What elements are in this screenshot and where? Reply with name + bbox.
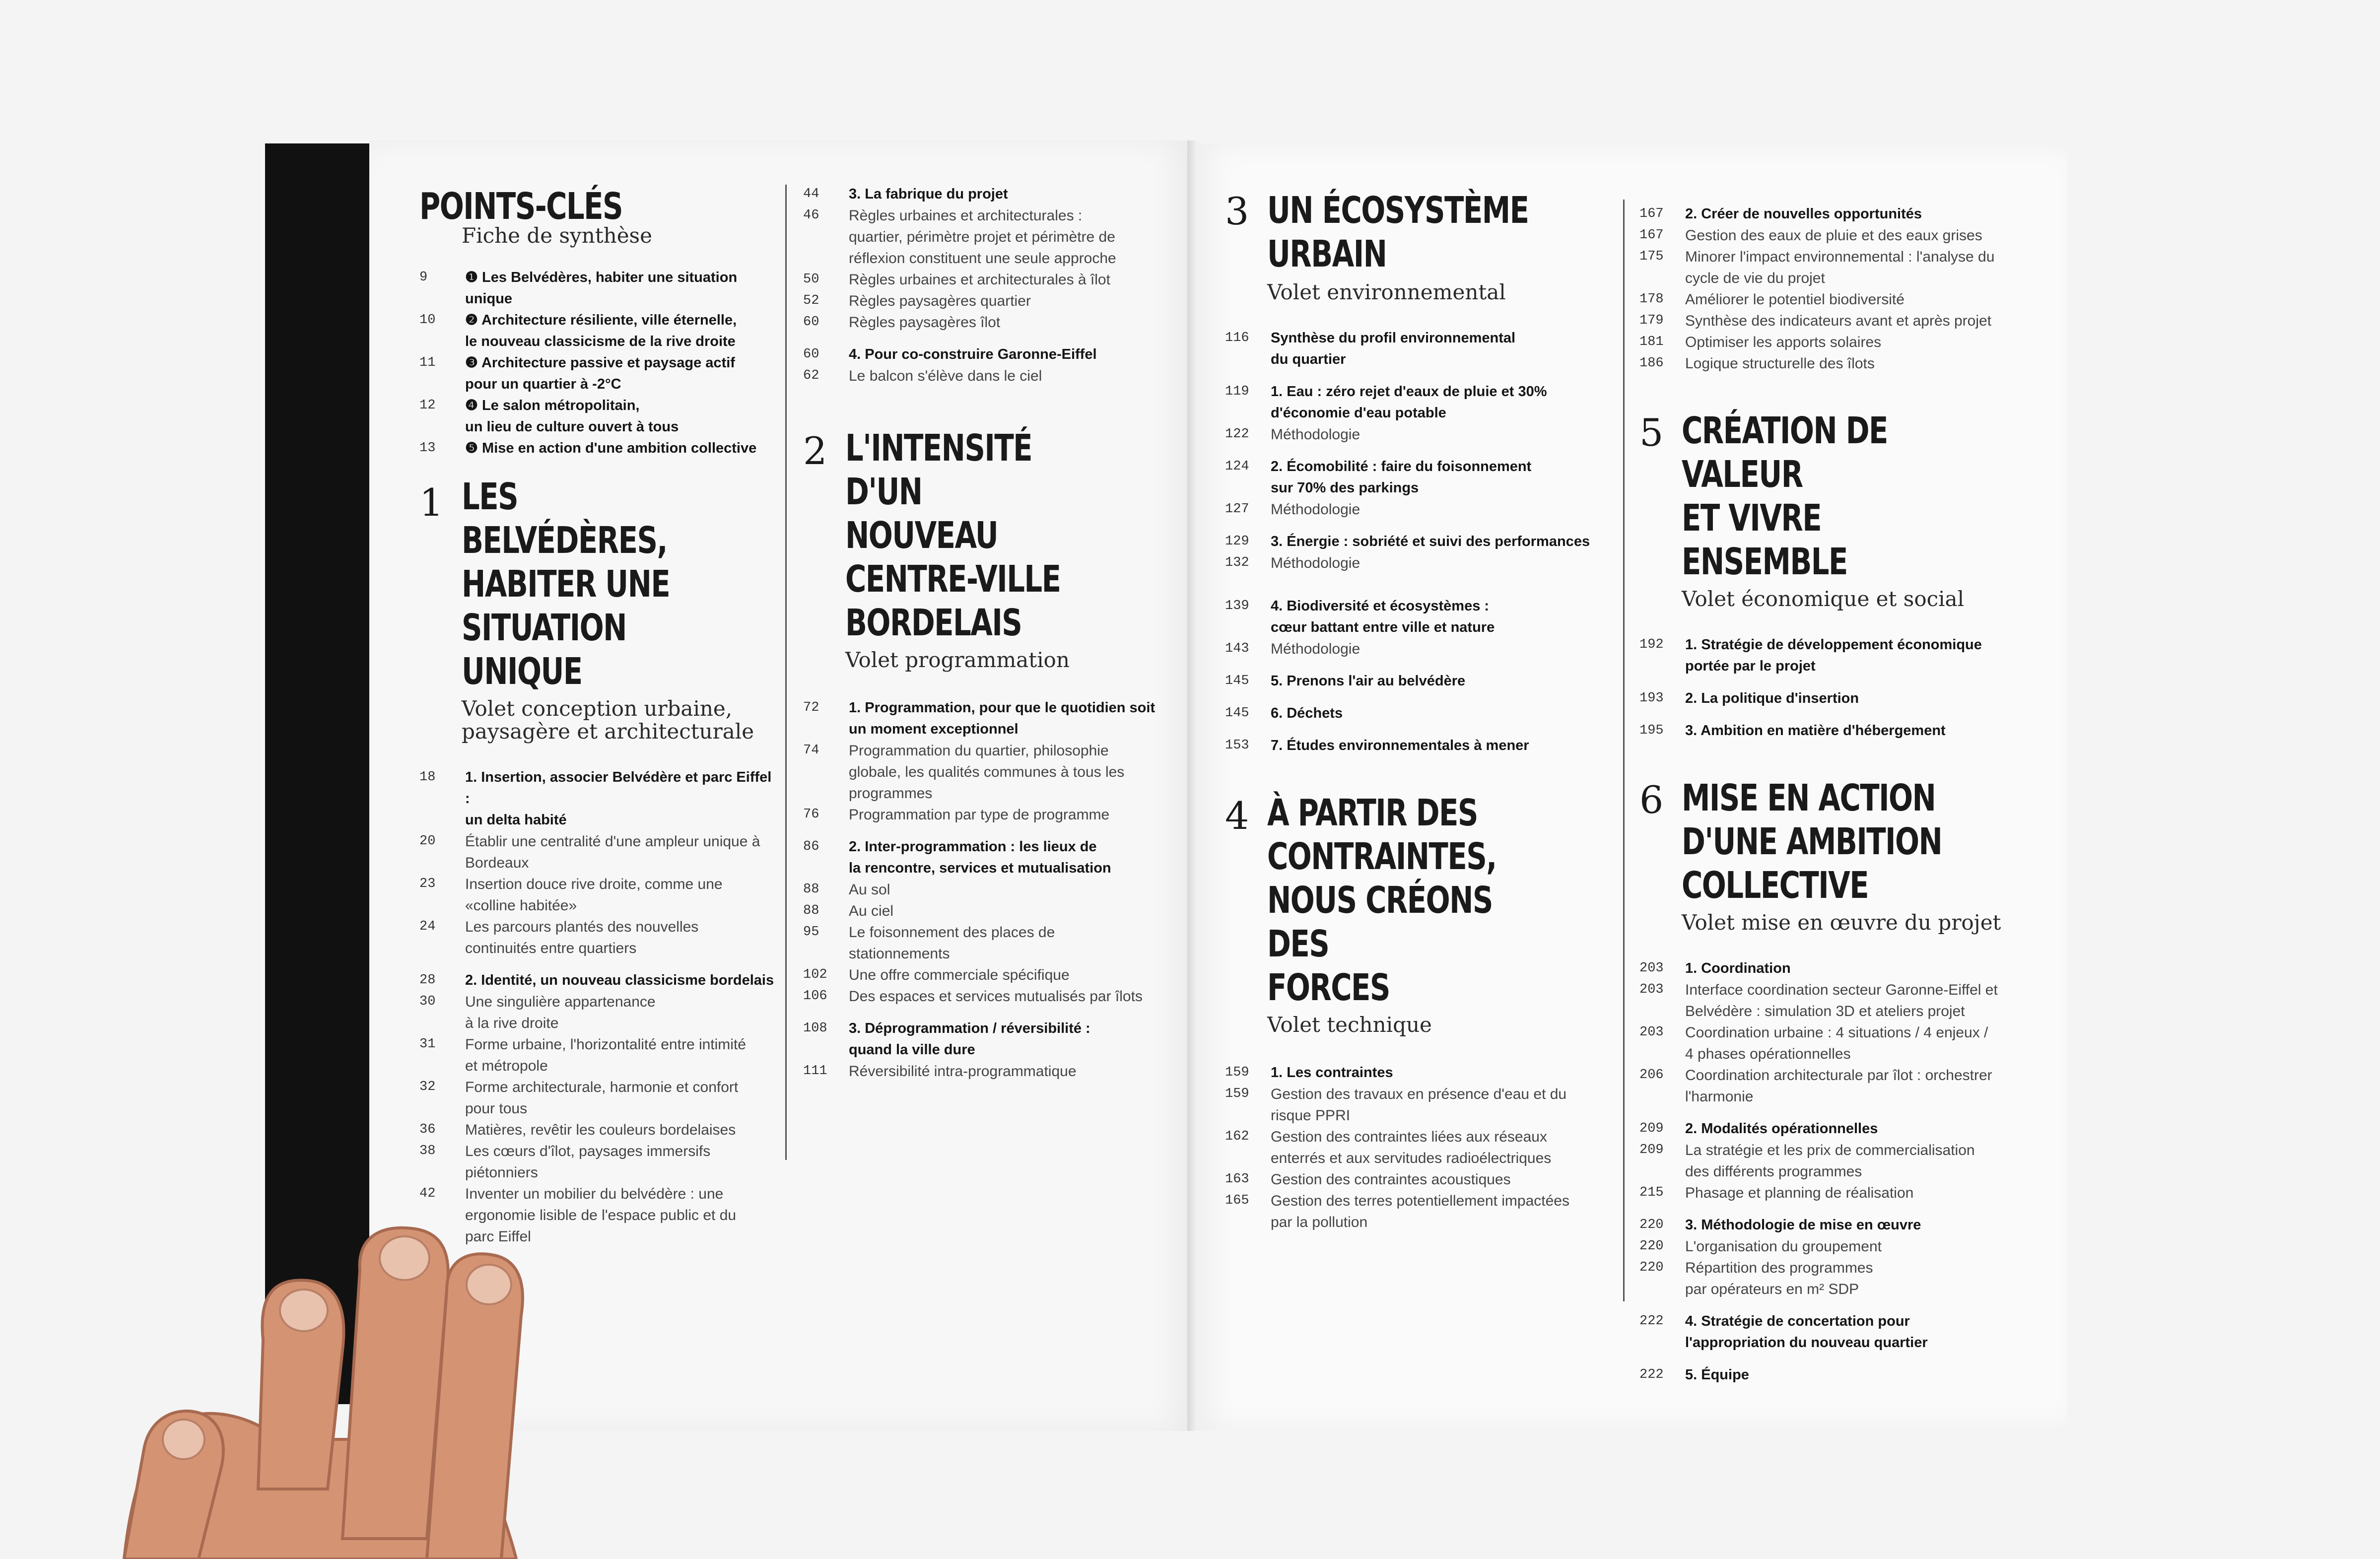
entry-title: 2. La politique d'insertion bbox=[1685, 690, 1859, 706]
section-number: 5 bbox=[1639, 410, 1664, 455]
toc-entry bbox=[1225, 703, 1612, 724]
toc-entries bbox=[1639, 958, 2037, 1386]
entry-spacer bbox=[1225, 692, 1612, 703]
entry-spacer bbox=[1225, 445, 1612, 456]
toc-entry bbox=[1225, 1062, 1612, 1084]
page-number: 46 bbox=[803, 208, 819, 223]
entry-spacer bbox=[1639, 1300, 2037, 1311]
page-number: 220 bbox=[1639, 1218, 1664, 1232]
page-number: 119 bbox=[1225, 384, 1249, 399]
entry-title: 3. Énergie : sobriété et suivi des performances bbox=[1271, 534, 1590, 549]
entry-title: Gestion des travaux en présence d'eau et du risque PPRI bbox=[1271, 1086, 1567, 1124]
entry-title: Synthèse des indicateurs avant et après projet bbox=[1685, 313, 1992, 329]
toc-entry bbox=[1639, 1182, 2037, 1204]
entry-title: ❸ Architecture passive et paysage actif pour un quartier à -2°C bbox=[465, 355, 735, 392]
page-number: 159 bbox=[1225, 1086, 1249, 1101]
entry-title: Programmation du quartier, philosophie globale, les qualités communes à tous les programmes bbox=[849, 743, 1125, 802]
page-number: 12 bbox=[419, 398, 436, 413]
toc-entry bbox=[1225, 456, 1612, 499]
section-subtitle: Volet économique et social bbox=[1682, 587, 1965, 611]
entry-title: 3. Ambition en matière d'hébergement bbox=[1685, 723, 1946, 739]
page-number: 132 bbox=[1225, 555, 1249, 570]
page-number: 102 bbox=[803, 967, 827, 982]
entry-title: 7. Études environnementales à mener bbox=[1271, 738, 1529, 753]
toc-entry bbox=[1639, 332, 2037, 353]
toc-entries bbox=[803, 697, 1180, 1082]
toc-entries bbox=[1225, 1062, 1612, 1233]
page-number: 52 bbox=[803, 293, 819, 308]
toc-entries bbox=[1639, 634, 2037, 742]
toc-entry bbox=[1225, 671, 1612, 692]
entry-title: 1. Programmation, pour que le quotidien soit un moment exceptionnel bbox=[849, 700, 1156, 737]
entry-spacer bbox=[803, 333, 1180, 344]
toc-entry bbox=[803, 900, 1180, 922]
entry-title: ❹ Le salon métropolitain, un lieu de culture ouvert à tous bbox=[465, 398, 679, 435]
page-number: 74 bbox=[803, 743, 819, 758]
nail-thumb bbox=[163, 1420, 204, 1459]
page-number: 220 bbox=[1639, 1260, 1664, 1275]
toc-column-3 bbox=[1225, 189, 1612, 1233]
entry-title: Phasage et planning de réalisation bbox=[1685, 1185, 1914, 1201]
section-title: POINTS-CLÉS bbox=[419, 185, 623, 228]
entry-spacer bbox=[1639, 1204, 2037, 1215]
entry-title: Optimiser les apports solaires bbox=[1685, 334, 1882, 350]
page-number: 206 bbox=[1639, 1068, 1664, 1083]
toc-entry bbox=[1225, 424, 1612, 445]
page-number: 209 bbox=[1639, 1121, 1664, 1136]
page-number: 50 bbox=[803, 272, 819, 287]
page-number: 178 bbox=[1639, 292, 1664, 307]
entry-title: 4. Pour co-construire Garonne-Eiffel bbox=[849, 346, 1097, 362]
page-number: 203 bbox=[1639, 982, 1664, 997]
toc-entry bbox=[1639, 1236, 2037, 1257]
page-number: 95 bbox=[803, 925, 819, 940]
finger-thumb bbox=[124, 1411, 223, 1559]
entry-title: Coordination urbaine : 4 situations / 4 enjeux / 4 phases opérationnelles bbox=[1685, 1024, 1988, 1062]
section-title: CRÉATION DE VALEUR ET VIVRE ENSEMBLE bbox=[1682, 409, 1888, 583]
entry-title: Règles paysagères îlot bbox=[849, 314, 1001, 331]
entry-spacer bbox=[1225, 724, 1612, 735]
section-5-block bbox=[1639, 409, 2037, 742]
entry-title: 1. Coordination bbox=[1685, 960, 1791, 976]
section-subtitle: Volet mise en œuvre du projet bbox=[1682, 910, 2001, 935]
page-number: 209 bbox=[1639, 1143, 1664, 1157]
toc-entries bbox=[803, 184, 1180, 387]
entry-title: 1. Insertion, associer Belvédère et parc Eiffel : un delta habité bbox=[465, 769, 772, 828]
section-number: 3 bbox=[1225, 189, 1249, 233]
entry-title: Interface coordination secteur Garonne-Eiffel et Belvédère : simulation 3D et ateliers projet bbox=[1685, 982, 1998, 1019]
toc-entry bbox=[803, 922, 1180, 964]
page-number: 163 bbox=[1225, 1172, 1249, 1187]
page-number: 10 bbox=[419, 313, 436, 328]
entry-title: La stratégie et les prix de commercialisation des différents programmes bbox=[1685, 1142, 1975, 1180]
entry-title: Synthèse du profil environnemental du quartier bbox=[1271, 330, 1516, 367]
toc-entry bbox=[1639, 979, 2037, 1022]
toc-entry bbox=[1639, 353, 2037, 374]
page-number: 195 bbox=[1639, 723, 1664, 738]
entry-title: Réversibilité intra-programmatique bbox=[849, 1063, 1077, 1080]
toc-entry bbox=[1225, 552, 1612, 574]
page-number: 186 bbox=[1639, 356, 1664, 371]
toc-entries bbox=[419, 267, 777, 459]
toc-column-4 bbox=[1639, 203, 2037, 1386]
entry-title: Minorer l'impact environnemental : l'analyse du cycle de vie du projet bbox=[1685, 249, 1995, 286]
toc-entry bbox=[419, 267, 777, 310]
entry-title: Une singulière appartenance à la rive droite bbox=[465, 994, 656, 1031]
entry-spacer bbox=[1639, 1107, 2037, 1118]
toc-entry bbox=[803, 205, 1180, 269]
page-number: 116 bbox=[1225, 331, 1249, 345]
toc-entry bbox=[1225, 499, 1612, 520]
entry-title: 1. Les contraintes bbox=[1271, 1065, 1393, 1081]
toc-entry bbox=[419, 916, 777, 959]
entry-title: Logique structurelle des îlots bbox=[1685, 355, 1875, 372]
page-number: 222 bbox=[1639, 1314, 1664, 1329]
toc-entry bbox=[1225, 1190, 1612, 1233]
toc-entry bbox=[1225, 1169, 1612, 1190]
page-number: 215 bbox=[1639, 1185, 1664, 1200]
entry-spacer bbox=[803, 825, 1180, 836]
toc-entry bbox=[1639, 688, 2037, 709]
page-number: 72 bbox=[803, 700, 819, 715]
entry-title: ❷ Architecture résiliente, ville éternelle, le nouveau classicisme de la rive droite bbox=[465, 312, 737, 349]
toc-entry bbox=[1639, 1022, 2037, 1065]
page-number: 32 bbox=[419, 1080, 436, 1094]
entry-spacer bbox=[1639, 1354, 2037, 1364]
toc-entry bbox=[803, 269, 1180, 290]
entry-title: 2. Modalités opérationnelles bbox=[1685, 1121, 1878, 1137]
page-number: 62 bbox=[803, 368, 819, 383]
page-number: 181 bbox=[1639, 335, 1664, 349]
page-number: 179 bbox=[1639, 313, 1664, 328]
section-number: 2 bbox=[803, 429, 827, 473]
toc-entry bbox=[419, 1183, 777, 1247]
toc-entry bbox=[419, 1141, 777, 1183]
toc-entry bbox=[803, 1061, 1180, 1082]
toc-entry bbox=[1225, 735, 1612, 756]
entry-title: Les parcours plantés des nouvelles continuités entre quartiers bbox=[465, 919, 699, 956]
section-title: LES BELVÉDÈRES, HABITER UNE SITUATION UNIQUE bbox=[462, 475, 670, 693]
toc-entry bbox=[803, 740, 1180, 804]
toc-entry bbox=[803, 697, 1180, 740]
page-number: 24 bbox=[419, 919, 436, 934]
toc-entry bbox=[1639, 225, 2037, 246]
toc-entries bbox=[1639, 203, 2037, 374]
entry-title: 2. Inter-programmation : les lieux de la rencontre, services et mutualisation bbox=[849, 839, 1111, 876]
entry-title: Méthodologie bbox=[1271, 501, 1360, 518]
entry-spacer bbox=[1225, 574, 1612, 585]
page-number: 220 bbox=[1639, 1239, 1664, 1254]
toc-entry bbox=[1639, 289, 2037, 310]
entry-title: 1. Stratégie de développement économique portée par le projet bbox=[1685, 637, 1982, 674]
toc-column-1 bbox=[419, 185, 777, 1247]
page-number: 60 bbox=[803, 315, 819, 330]
entry-spacer bbox=[419, 959, 777, 970]
entry-title: Les cœurs d'îlot, paysages immersifs piétonniers bbox=[465, 1143, 711, 1181]
toc-entry bbox=[803, 964, 1180, 986]
page-number: 165 bbox=[1225, 1193, 1249, 1208]
toc-entry bbox=[419, 352, 777, 395]
entry-title: Méthodologie bbox=[1271, 641, 1360, 657]
entry-title: Une offre commerciale spécifique bbox=[849, 967, 1070, 983]
toc-entry bbox=[803, 804, 1180, 825]
page-number: 86 bbox=[803, 839, 819, 854]
section-title: UN ÉCOSYSTÈME URBAIN bbox=[1267, 189, 1529, 275]
entry-title: Insertion douce rive droite, comme une «colline habitée» bbox=[465, 876, 723, 914]
page-number: 175 bbox=[1639, 249, 1664, 264]
entry-title: 4. Stratégie de concertation pour l'appropriation du nouveau quartier bbox=[1685, 1313, 1928, 1351]
toc-entry bbox=[1225, 1084, 1612, 1126]
toc-entry bbox=[803, 836, 1180, 879]
page-number: 124 bbox=[1225, 459, 1249, 474]
entry-title: Le balcon s'élève dans le ciel bbox=[849, 368, 1042, 384]
page-number: 139 bbox=[1225, 599, 1249, 613]
entry-title: Règles paysagères quartier bbox=[849, 293, 1031, 309]
page-number: 60 bbox=[803, 347, 819, 362]
column-rule-right bbox=[1623, 200, 1625, 1301]
page-number: 28 bbox=[419, 973, 436, 988]
toc-entry bbox=[1225, 1126, 1612, 1169]
entry-title: 3. Méthodologie de mise en œuvre bbox=[1685, 1217, 1921, 1233]
page-number: 20 bbox=[419, 834, 436, 849]
section-title: À PARTIR DES CONTRAINTES, NOUS CRÉONS DES FORCES bbox=[1267, 792, 1496, 1009]
toc-entry bbox=[1639, 1364, 2037, 1386]
toc-entry bbox=[1639, 1257, 2037, 1300]
toc-entry bbox=[803, 879, 1180, 900]
entry-title: Gestion des contraintes acoustiques bbox=[1271, 1171, 1511, 1188]
toc-entry bbox=[1639, 958, 2037, 979]
section-number: 4 bbox=[1225, 794, 1249, 838]
page-number: 122 bbox=[1225, 427, 1249, 442]
toc-entry bbox=[1639, 246, 2037, 289]
page-number: 203 bbox=[1639, 1025, 1664, 1040]
entry-title: Au sol bbox=[849, 881, 890, 898]
entry-title: Améliorer le potentiel biodiversité bbox=[1685, 291, 1904, 308]
page-number: 38 bbox=[419, 1144, 436, 1158]
entry-title: Établir une centralité d'une ampleur unique à Bordeaux bbox=[465, 833, 760, 871]
page-number: 106 bbox=[803, 989, 827, 1004]
entry-title: 2. Créer de nouvelles opportunités bbox=[1685, 206, 1922, 222]
toc-entry bbox=[419, 970, 777, 991]
toc-entry bbox=[803, 986, 1180, 1007]
book-spine bbox=[265, 143, 372, 1404]
section-subtitle: Volet programmation bbox=[845, 648, 1070, 672]
toc-entry bbox=[1639, 203, 2037, 225]
page-number: 111 bbox=[803, 1064, 827, 1079]
section-subtitle: Volet conception urbaine, paysagère et architecturale bbox=[462, 696, 754, 744]
entry-title: Répartition des programmes par opérateurs en m² SDP bbox=[1685, 1260, 1873, 1297]
entry-title: 1. Eau : zéro rejet d'eaux de pluie et 30% d'économie d'eau potable bbox=[1271, 384, 1547, 421]
entry-title: 4. Biodiversité et écosystèmes : cœur battant entre ville et nature bbox=[1271, 598, 1495, 635]
entry-title: ❺ Mise en action d'une ambition collective bbox=[465, 440, 757, 456]
entry-spacer bbox=[1639, 709, 2037, 720]
page-number: 203 bbox=[1639, 961, 1664, 976]
toc-entry bbox=[1639, 1215, 2037, 1236]
toc-entry bbox=[1225, 381, 1612, 424]
entry-title: Matières, revêtir les couleurs bordelaises bbox=[465, 1122, 736, 1138]
section-title: L'INTENSITÉ D'UN NOUVEAU CENTRE-VILLE BORDELAIS bbox=[845, 427, 1061, 644]
entry-title: 6. Déchets bbox=[1271, 705, 1343, 721]
toc-entry bbox=[803, 365, 1180, 387]
section-subtitle: Volet technique bbox=[1267, 1013, 1432, 1037]
page-number: 9 bbox=[419, 270, 428, 285]
toc-entry bbox=[419, 1077, 777, 1119]
page-number: 11 bbox=[419, 355, 436, 370]
toc-entry bbox=[419, 767, 777, 831]
page-number: 167 bbox=[1639, 206, 1664, 221]
toc-entry bbox=[419, 438, 777, 459]
toc-entry bbox=[419, 874, 777, 916]
section-number: 1 bbox=[419, 480, 444, 525]
toc-entry bbox=[803, 312, 1180, 333]
toc-entry bbox=[1639, 1311, 2037, 1354]
entry-spacer bbox=[1225, 585, 1612, 596]
toc-entry bbox=[1639, 1065, 2037, 1107]
page-number: 13 bbox=[419, 441, 436, 456]
entry-title: Gestion des eaux de pluie et des eaux grises bbox=[1685, 227, 1982, 244]
entry-spacer bbox=[1639, 677, 2037, 688]
section-3-block bbox=[1225, 189, 1612, 756]
entry-spacer bbox=[1225, 520, 1612, 531]
entry-title: 2. Écomobilité : faire du foisonnement sur 70% des parkings bbox=[1271, 459, 1532, 496]
toc-entry bbox=[419, 831, 777, 874]
book-gutter bbox=[1187, 140, 1197, 1431]
entry-title: L'organisation du groupement bbox=[1685, 1238, 1882, 1255]
entry-title: 5. Équipe bbox=[1685, 1367, 1749, 1383]
page-number: 108 bbox=[803, 1021, 827, 1036]
toc-entry bbox=[419, 395, 777, 438]
toc-entries bbox=[419, 767, 777, 1247]
toc-entry bbox=[1225, 531, 1612, 552]
entry-title: Gestion des terres potentiellement impactées par la pollution bbox=[1271, 1193, 1569, 1230]
entry-title: 5. Prenons l'air au belvédère bbox=[1271, 673, 1466, 689]
toc-entry bbox=[419, 310, 777, 352]
toc-entry bbox=[1639, 634, 2037, 677]
entry-title: Programmation par type de programme bbox=[849, 807, 1110, 823]
toc-entry bbox=[803, 290, 1180, 312]
section-4-block bbox=[1225, 791, 1612, 1233]
section-subtitle: Fiche de synthèse bbox=[462, 223, 652, 248]
page-number: 143 bbox=[1225, 641, 1249, 656]
entry-title: Méthodologie bbox=[1271, 555, 1360, 571]
page-number: 127 bbox=[1225, 502, 1249, 517]
section-number: 6 bbox=[1639, 778, 1664, 822]
entry-spacer bbox=[803, 1007, 1180, 1018]
page-number: 145 bbox=[1225, 706, 1249, 721]
page-number: 162 bbox=[1225, 1129, 1249, 1144]
page-number: 88 bbox=[803, 903, 819, 918]
entry-title: Au ciel bbox=[849, 903, 894, 919]
page-number: 153 bbox=[1225, 738, 1249, 753]
entry-title: 3. La fabrique du projet bbox=[849, 186, 1008, 202]
toc-entries bbox=[1225, 328, 1612, 756]
column-rule-left bbox=[785, 185, 787, 1160]
section-2-block bbox=[803, 426, 1180, 1082]
entry-title: Règles urbaines et architecturales : quartier, périmètre projet et périmètre de réflexion constituent une seule approche bbox=[849, 207, 1116, 267]
keypoints-block bbox=[419, 185, 777, 459]
entry-title: Méthodologie bbox=[1271, 426, 1360, 443]
toc-entry bbox=[1225, 596, 1612, 638]
page-number: 18 bbox=[419, 770, 436, 785]
entry-title: Forme urbaine, l'horizontalité entre intimité et métropole bbox=[465, 1036, 746, 1074]
page-number: 44 bbox=[803, 187, 819, 202]
entry-title: Règles urbaines et architecturales à îlot bbox=[849, 271, 1110, 288]
entry-title: Inventer un mobilier du belvédère : une ergonomie lisible de l'espace public et du parc Eiffel bbox=[465, 1186, 737, 1245]
toc-entry bbox=[419, 1034, 777, 1077]
page-number: 88 bbox=[803, 882, 819, 897]
entry-title: Le foisonnement des places de stationnements bbox=[849, 924, 1055, 962]
toc-entry bbox=[803, 344, 1180, 365]
entry-title: ❶ Les Belvédères, habiter une situation unique bbox=[465, 270, 738, 307]
hand-palm bbox=[124, 1414, 516, 1559]
toc-entry bbox=[1225, 328, 1612, 370]
section-6-block bbox=[1639, 776, 2037, 1386]
page-number: 145 bbox=[1225, 674, 1249, 688]
page-number: 192 bbox=[1639, 637, 1664, 652]
entry-title: 3. Déprogrammation / réversibilité : quand la ville dure bbox=[849, 1020, 1090, 1058]
toc-entry bbox=[1639, 1140, 2037, 1182]
page-number: 31 bbox=[419, 1037, 436, 1052]
page-number: 23 bbox=[419, 877, 436, 891]
entry-title: Coordination architecturale par îlot : orchestrer l'harmonie bbox=[1685, 1067, 1992, 1105]
entry-title: Des espaces et services mutualisés par îlots bbox=[849, 988, 1143, 1005]
page-number: 42 bbox=[419, 1186, 436, 1201]
toc-entry bbox=[1639, 720, 2037, 742]
toc-entry bbox=[1639, 1118, 2037, 1140]
entry-spacer bbox=[1225, 660, 1612, 671]
page-number: 30 bbox=[419, 994, 436, 1009]
toc-column-2 bbox=[803, 184, 1180, 1082]
section-1-block bbox=[419, 475, 777, 1247]
entry-title: 2. Identité, un nouveau classicisme bordelais bbox=[465, 972, 774, 988]
toc-entry bbox=[419, 1119, 777, 1141]
page-number: 222 bbox=[1639, 1367, 1664, 1382]
toc-entry bbox=[419, 991, 777, 1034]
page-number: 36 bbox=[419, 1122, 436, 1137]
section-title: MISE EN ACTION D'UNE AMBITION COLLECTIVE bbox=[1682, 777, 1942, 907]
page-number: 193 bbox=[1639, 691, 1664, 706]
section-subtitle: Volet environnemental bbox=[1267, 280, 1506, 304]
toc-entry bbox=[803, 184, 1180, 205]
entry-spacer bbox=[1225, 370, 1612, 381]
page-number: 159 bbox=[1225, 1065, 1249, 1080]
page-number: 167 bbox=[1639, 228, 1664, 243]
page-number: 76 bbox=[803, 807, 819, 822]
toc-entry bbox=[1639, 310, 2037, 332]
entry-title: Forme architecturale, harmonie et confort pour tous bbox=[465, 1079, 739, 1117]
page-number: 129 bbox=[1225, 534, 1249, 549]
toc-entry bbox=[1225, 638, 1612, 660]
entry-title: Gestion des contraintes liées aux réseaux enterrés et aux servitudes radioélectriques bbox=[1271, 1129, 1552, 1166]
toc-entry bbox=[803, 1018, 1180, 1061]
